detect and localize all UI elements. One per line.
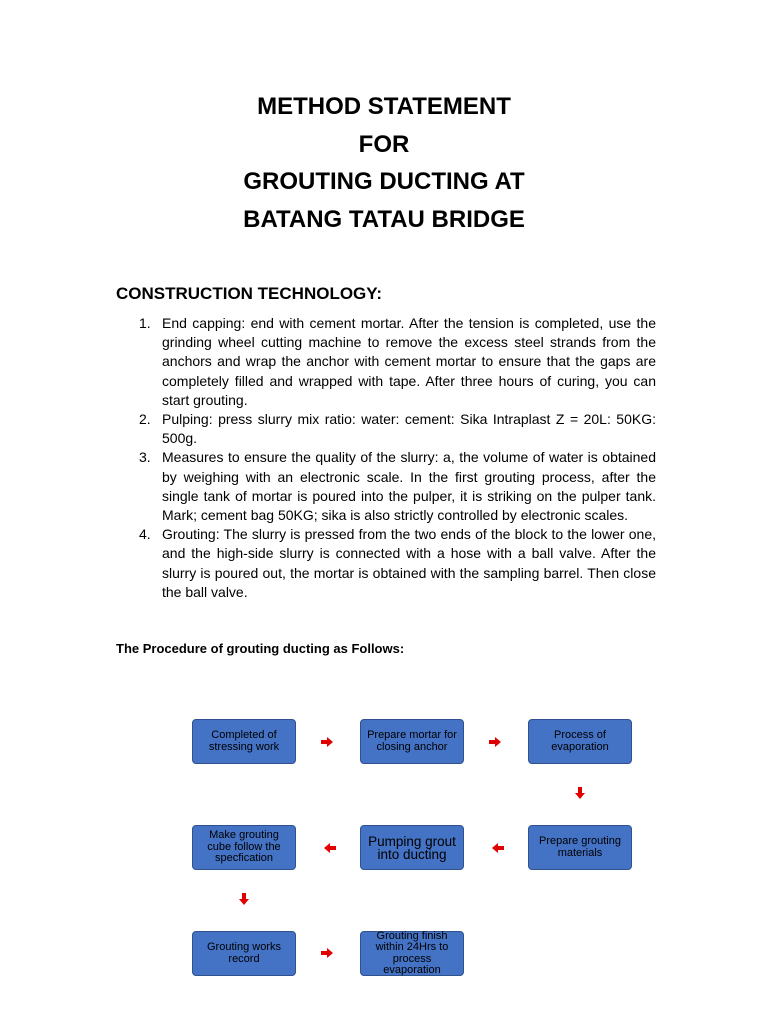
step-number: 1. [139, 315, 151, 331]
arrow-down-icon [574, 787, 586, 799]
step-number: 4. [139, 526, 151, 543]
procedure-heading: The Procedure of grouting ducting as Follows: [116, 641, 405, 656]
arrow-right-icon [489, 736, 501, 748]
step-text: Grouting: The slurry is pressed from the two ends of the block to the lower one, and the high-side slurry is connected with a hose with a ball valve. After the slurry is poured out, the mortar is obtained with the sampling barrel. Then close the ball valve. [162, 526, 656, 600]
arrow-left-icon [324, 842, 336, 854]
flow-box-pumping: Pumping grout into ducting [360, 825, 464, 870]
step-number: 3. [139, 449, 151, 466]
construction-heading: CONSTRUCTION TECHNOLOGY: [116, 284, 383, 303]
flow-box-finish: Grouting finish within 24Hrs to process evaporation [360, 931, 464, 976]
arrow-left-icon [492, 842, 504, 854]
arrow-right-icon [321, 947, 333, 959]
step-text: End capping: end with cement mortar. After the tension is completed, use the grinding wheel cutting machine to remove the excess steel strands from the anchors and wrap the anchor with cement mortar to ensure that the gaps are completely filled and wrapped with tape. After three hours of curing, you can start grouting. [162, 315, 656, 408]
title-line-2: FOR [358, 130, 410, 158]
flow-box-evaporation: Process of evaporation [528, 719, 632, 764]
step-number: 2. [139, 411, 151, 428]
arrow-down-icon [238, 893, 250, 905]
title-line-1: METHOD STATEMENT [257, 93, 511, 120]
flow-box-prepare-grouting: Prepare grouting materials [528, 825, 632, 870]
flow-box-completed: Completed of stressing work [192, 719, 296, 764]
flow-box-prepare-mortar: Prepare mortar for closing anchor [360, 719, 464, 764]
step-text: Pulping: press slurry mix ratio: water: cement: Sika Intraplast Z = 20L: 50KG: 500g. [162, 411, 656, 447]
title-line-4: BATANG TATAU BRIDGE [243, 205, 525, 233]
title-line-3: GROUTING DUCTING AT [243, 168, 525, 195]
step-text: Measures to ensure the quality of the slurry: a, the volume of water is obtained by weighing with an electronic scale. In the first grouting process, after the single tank of mortar is poured into the pulper, it is striking on the pulper tank. Mark; cement bag 50KG; sika is also strictly controlled by electronic scales. [162, 449, 656, 524]
flow-box-cube: Make grouting cube follow the specfication [192, 825, 296, 870]
flow-box-record: Grouting works record [192, 931, 296, 976]
arrow-right-icon [321, 736, 333, 748]
